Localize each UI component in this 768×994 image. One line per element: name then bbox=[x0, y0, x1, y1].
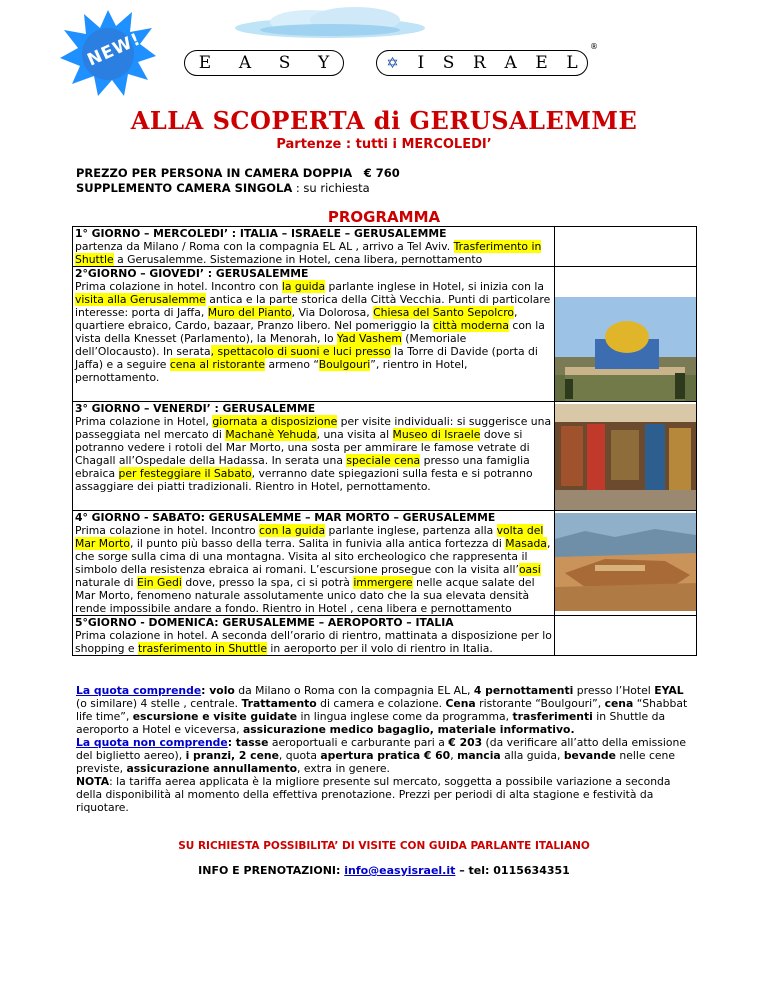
text-run: EYAL bbox=[654, 684, 684, 697]
text-run: Masada bbox=[505, 537, 547, 550]
text-run: dove si potranno vedere i rotoli del Mar Morto, una sosta per ammirare le famose vetrate di Chagall all’Ospedale della Hadassa. In serata una bbox=[75, 428, 530, 467]
text-run: presso una famiglia ebraica bbox=[75, 454, 530, 480]
logo-letter: I bbox=[417, 53, 425, 73]
text-run: Trasferimento in Shuttle bbox=[75, 240, 542, 266]
text-run: mancia bbox=[457, 749, 501, 762]
text-run: antica e la parte storica della Città Vecchia. Punti di particolare interesse: porta di Jaffa, bbox=[75, 293, 551, 319]
quota-comprende bbox=[76, 684, 694, 736]
text-run: in Shuttle da aeroporto a Hotel e viceversa, bbox=[76, 710, 666, 736]
programma-heading: PROGRAMMA bbox=[327, 208, 441, 226]
registered-mark: ® bbox=[590, 42, 598, 51]
day-title: 1° GIORNO – MERCOLEDI’ : ITALIA – ISRAELE – GERUSALEMME bbox=[75, 227, 447, 240]
day-title: 5°GIORNO - DOMENICA: GERUSALEMME – AEROPORTO – ITALIA bbox=[75, 616, 454, 629]
table-row bbox=[73, 227, 697, 267]
logo-letter: R bbox=[473, 53, 486, 73]
logo-letter: E bbox=[535, 53, 548, 73]
text-run: Chiesa del Santo Sepolcro bbox=[373, 306, 515, 319]
page-subtitle: Partenze : tutti i MERCOLEDI’ bbox=[276, 137, 492, 152]
price-double-value: € 760 bbox=[363, 166, 400, 180]
text-run: visita alla Gerusalemme bbox=[75, 293, 206, 306]
text-run: , che sorge sulla cima di una montagna. Visita al sito ercheologico che rappresenta il simbolo della resistenza ebraica ai romani. L’escursione prosegue con la visita all’ bbox=[75, 537, 551, 576]
logo-letter: A bbox=[504, 53, 517, 73]
text-run: Ein Gedi bbox=[136, 576, 182, 589]
text-run: trasferimento in Shuttle bbox=[137, 642, 267, 655]
price-single-value: : su richiesta bbox=[292, 181, 370, 195]
text-run: di camera e colazione. bbox=[316, 697, 446, 710]
text-run: Prima colazione in hotel. Incontro con bbox=[75, 280, 282, 293]
text-run: (Memoriale dell’Olocausto). In serata bbox=[75, 332, 467, 358]
text-run: a Gerusalemme. Sistemazione in Hotel, cena libera, pernottamento bbox=[113, 253, 483, 266]
logo-israel bbox=[376, 50, 588, 76]
image-cell bbox=[555, 616, 697, 656]
notes-section bbox=[76, 684, 694, 814]
logo-letter: E bbox=[198, 53, 212, 73]
text-run: per visite individuali: si suggerisce una passeggiata nel mercato di bbox=[75, 415, 552, 441]
image-cell bbox=[555, 511, 697, 616]
text-run: Prima colazione in hotel. Incontro bbox=[75, 524, 260, 537]
text-run: Machanè Yehuda bbox=[225, 428, 317, 441]
text-run: cena bbox=[604, 697, 634, 710]
text-run: (o similare) 4 stelle , centrale. bbox=[76, 697, 242, 710]
text-run: : tasse bbox=[227, 736, 269, 749]
nota bbox=[76, 775, 694, 814]
logo-easy bbox=[184, 50, 344, 76]
text-run: in lingua inglese come da programma, bbox=[297, 710, 513, 723]
text-run: € 203 bbox=[448, 736, 483, 749]
logo-letter: S bbox=[278, 53, 291, 73]
text-run: Trattamento bbox=[241, 697, 317, 710]
text-run: cena al ristorante bbox=[169, 358, 266, 371]
star-of-david-icon: ✡ bbox=[386, 54, 399, 72]
text-run: giornata a disposizione bbox=[212, 415, 338, 428]
price-single bbox=[76, 181, 370, 195]
text-run: , una visita al bbox=[316, 428, 393, 441]
text-run: aeroportuali e carburante pari a bbox=[268, 736, 449, 749]
text-run: , quartiere ebraico, Cardo, bazaar, Pranzo libero. Nel pomeriggio la bbox=[75, 306, 518, 332]
logo-letter: A bbox=[238, 53, 252, 73]
text-run: assicurazione medico bagaglio, materiale informativo. bbox=[242, 723, 575, 736]
logo-letter: Y bbox=[317, 53, 330, 73]
text-run: con la guida bbox=[259, 524, 326, 537]
new-badge-text: NEW! bbox=[84, 29, 144, 71]
text-run: Boulgouri bbox=[318, 358, 371, 371]
text-run: presso l’Hotel bbox=[573, 684, 655, 697]
text-run: con la vista della Knesset (Parlamento), la Menorah, lo bbox=[75, 319, 545, 345]
text-run: bevande bbox=[563, 749, 616, 762]
text-run: assicurazione annullamento bbox=[126, 762, 298, 775]
day-title: 4° GIORNO - SABATO: GERUSALEMME – MAR MORTO – GERUSALEMME bbox=[75, 511, 496, 524]
text-run: ”, rientro in Hotel, pernottamento. bbox=[75, 358, 468, 384]
price-single-label: SUPPLEMENTO CAMERA SINGOLA bbox=[76, 181, 293, 195]
logo-letter: L bbox=[566, 53, 578, 73]
text-run: alla guida, bbox=[500, 749, 564, 762]
day-text bbox=[75, 629, 552, 655]
guide-note: SU RICHIESTA POSSIBILITA’ DI VISITE CON GUIDA PARLANTE ITALIANO bbox=[178, 840, 590, 852]
contact-phone: – tel: 0115634351 bbox=[455, 864, 570, 877]
text-run: apertura pratica € 60 bbox=[320, 749, 451, 762]
text-run: Prima colazione in hotel. A seconda dell’orario di rientro, mattinata a disposizione per lo shopping e bbox=[75, 629, 552, 655]
day-cell bbox=[73, 267, 555, 402]
day-cell bbox=[73, 402, 555, 511]
text-run: Muro del Pianto bbox=[207, 306, 292, 319]
text-run: la Torre di Davide (porta di Jaffa) e a seguire bbox=[75, 345, 538, 371]
text-run: “Shabbat life time”, bbox=[76, 697, 688, 723]
day-text bbox=[75, 280, 552, 384]
text-run: Yad Vashem bbox=[337, 332, 402, 345]
day-text bbox=[75, 415, 552, 493]
day-cell bbox=[73, 511, 555, 616]
dome-of-the-rock-photo bbox=[555, 297, 696, 401]
text-run: ristorante “Boulgouri”, bbox=[475, 697, 605, 710]
text-run: città moderna bbox=[433, 319, 509, 332]
price-double bbox=[76, 166, 400, 180]
text-run: naturale di bbox=[75, 576, 137, 589]
masada-dead-sea-photo bbox=[555, 513, 696, 611]
header bbox=[0, 0, 768, 100]
text-run: , Via Dolorosa, bbox=[291, 306, 374, 319]
text-run: Prima colazione in Hotel, bbox=[75, 415, 213, 428]
text-run: NOTA bbox=[76, 775, 110, 788]
text-run: (da verificare all’atto della emissione del biglietto aereo), bbox=[76, 736, 686, 762]
text-run: armeno “ bbox=[265, 358, 319, 371]
text-run: escursione e visite guidate bbox=[132, 710, 298, 723]
itinerary-table bbox=[72, 226, 697, 656]
logo-letter: S bbox=[442, 53, 455, 73]
table-row bbox=[73, 267, 697, 402]
table-row bbox=[73, 402, 697, 511]
text-run: nelle cene previste, bbox=[76, 749, 676, 775]
quota-non-comprende bbox=[76, 736, 694, 775]
text-run: Museo di Israele bbox=[392, 428, 481, 441]
text-run: dove, presso la spa, ci si potrà bbox=[181, 576, 354, 589]
day-title: 2°GIORNO – GIOVEDI’ : GERUSALEMME bbox=[75, 267, 309, 280]
text-run: , extra in genere. bbox=[297, 762, 390, 775]
text-run: parlante inglese, partenza alla bbox=[325, 524, 497, 537]
text-run: Cena bbox=[445, 697, 476, 710]
page-title: ALLA SCOPERTA di GERUSALEMME bbox=[130, 106, 638, 135]
text-run: la guida bbox=[281, 280, 326, 293]
text-run: partenza da Milano / Roma con la compagnia EL AL , arrivo a Tel Aviv. bbox=[75, 240, 454, 253]
image-cell bbox=[555, 402, 697, 511]
image-cell bbox=[555, 227, 697, 267]
market-photo bbox=[555, 404, 696, 510]
text-run: immergere bbox=[353, 576, 413, 589]
day-cell bbox=[73, 616, 555, 656]
text-run: speciale cena bbox=[346, 454, 421, 467]
text-run: , quota bbox=[278, 749, 321, 762]
contact-label: INFO E PRENOTAZIONI: bbox=[198, 864, 345, 877]
day-title: 3° GIORNO – VENERDI’ : GERUSALEMME bbox=[75, 402, 316, 415]
text-run: nelle acque salate del Mar Morto, fenomeno naturale assolutamente unico dato che la sua elevata densità rende impossibile andare a fondo. Rientro in Hotel , cena libera e pernottamento bbox=[75, 576, 535, 615]
contact-line bbox=[0, 864, 768, 877]
day-text bbox=[75, 240, 552, 266]
table-row bbox=[73, 616, 697, 656]
text-run: , bbox=[450, 749, 458, 762]
text-run: : la tariffa aerea applicata è la migliore presente sul mercato, soggetta a possibile variazione a seconda della disponibilità al momento della effettiva prenotazione. Prezzi per periodi di alta stagione e festività da riquotare. bbox=[76, 775, 671, 814]
section-label-link[interactable]: La quota comprende bbox=[76, 684, 202, 697]
text-run: i pranzi, 2 cene bbox=[185, 749, 279, 762]
email-link[interactable]: info@easyisrael.it bbox=[344, 864, 456, 877]
cloud-graphic bbox=[230, 2, 430, 42]
text-run: , verranno date spiegazioni sulla festa e si potranno assaggiare dei piatti tradizionali. Rientro in Hotel, pernottamento. bbox=[75, 467, 533, 493]
text-run: in aeroporto per il volo di rientro in Italia. bbox=[266, 642, 493, 655]
image-cell bbox=[555, 267, 697, 402]
text-run: volta del Mar Morto bbox=[75, 524, 544, 550]
text-run: da Milano o Roma con la compagnia EL AL, bbox=[234, 684, 474, 697]
text-run: 4 pernottamenti bbox=[473, 684, 574, 697]
text-run: : volo bbox=[201, 684, 235, 697]
text-run: parlante inglese in Hotel, si inizia con la bbox=[325, 280, 544, 293]
text-run: , il punto più basso della terra. Salita in funivia alla antica fortezza di bbox=[130, 537, 506, 550]
price-double-label: PREZZO PER PERSONA IN CAMERA DOPPIA bbox=[76, 166, 353, 180]
table-row bbox=[73, 511, 697, 616]
text-run: oasi bbox=[518, 563, 541, 576]
text-run: trasferimenti bbox=[512, 710, 593, 723]
text-run: per festeggiare il Sabato bbox=[118, 467, 252, 480]
text-run: , spettacolo di suoni e luci presso bbox=[210, 345, 391, 358]
day-text bbox=[75, 524, 552, 615]
section-label-link[interactable]: La quota non comprende bbox=[76, 736, 228, 749]
day-cell bbox=[73, 227, 555, 267]
